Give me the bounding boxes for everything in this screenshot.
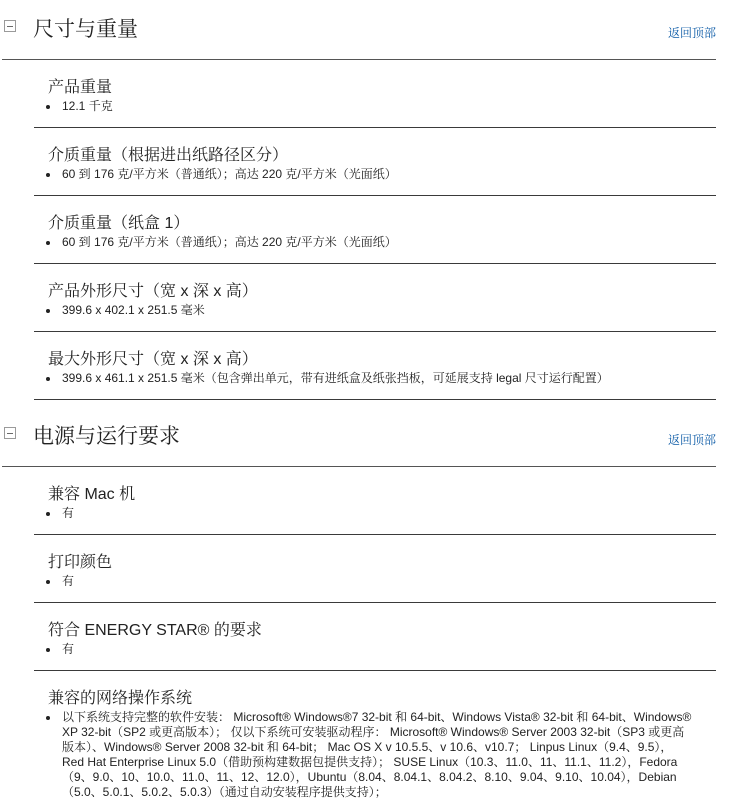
- spec-item-network-os: [34, 671, 716, 807]
- spec-item-media-weight-tray1: [34, 196, 716, 264]
- bullet-icon: [46, 580, 50, 584]
- spec-item-max-dimensions: [34, 332, 716, 400]
- spec-label: 打印颜色: [48, 554, 113, 571]
- bullet-icon: [46, 309, 50, 313]
- section-power-operating: [0, 407, 750, 807]
- spec-value: 399.6 x 461.1 x 251.5 毫米（包含弹出单元，带有进纸盒及纸张挡板，可延展支持 legal 尺寸运行配置）: [62, 371, 609, 386]
- spec-label: 最大外形尺寸（宽 x 深 x 高）: [48, 351, 258, 368]
- collapse-toggle-icon[interactable]: [4, 20, 16, 32]
- bullet-icon: [46, 648, 50, 652]
- spec-value: 12.1 千克: [62, 99, 113, 114]
- back-to-top-link[interactable]: 返回顶部: [667, 26, 716, 40]
- bullet-icon: [46, 105, 50, 109]
- section-title: 电源与运行要求: [33, 425, 180, 448]
- section-title: 尺寸与重量: [33, 18, 138, 41]
- spec-label: 兼容的网络操作系统: [48, 690, 193, 707]
- bullet-icon: [46, 512, 50, 516]
- spec-value: 60 到 176 克/平方米（普通纸）；高达 220 克/平方米（光面纸）: [62, 235, 397, 250]
- spec-label: 产品重量: [48, 79, 113, 96]
- spec-label: 介质重量（根据进出纸路径区分）: [48, 147, 289, 164]
- bullet-icon: [46, 173, 50, 177]
- spec-item-product-dimensions: [34, 264, 716, 332]
- section-dimensions-weight: [0, 0, 750, 400]
- spec-value: 399.6 x 402.1 x 251.5 毫米: [62, 303, 205, 318]
- spec-item-print-color: [34, 535, 716, 603]
- spec-label: 符合 ENERGY STAR® 的要求: [48, 622, 262, 639]
- bullet-icon: [46, 377, 50, 381]
- spec-value: 有: [62, 642, 74, 657]
- spec-value: 有: [62, 506, 74, 521]
- spec-value: 60 到 176 克/平方米（普通纸）；高达 220 克/平方米（光面纸）: [62, 167, 397, 182]
- bullet-icon: [46, 241, 50, 245]
- spec-label: 介质重量（纸盒 1）: [48, 215, 190, 232]
- spec-value: 有: [62, 574, 74, 589]
- back-to-top-link[interactable]: 返回顶部: [667, 433, 716, 447]
- spec-value: 以下系统支持完整的软件安装： Microsoft® Windows®7 32-bit 和 64-bit、Windows Vista® 32-bit 和 64-bit、Windows® XP 32-bit（SP2 或更高版本）； 仅以下系统可安装驱动程序： Microsoft® Windows® Server 2003 32-bit（SP3 或更高版本）、Windows® Server 2008 32-bit 和 64-bit； Mac OS X v 10.5.5、v 10.6、v10.7； Linpus Linux（9.4、9.5），Red Hat Enterprise Linux 5.0（借助预构建数据包提供支持）； SUSE Linux（10.3、11.0、11、11.1、11.2），Fedora（9、9.0、10、10.0、11.0、11、12、12.0），Ubuntu（8.04、8.04.1、8.04.2、8.10、9.04、9.10、10.04），Debian（5.0、5.0.1、5.0.2、5.0.3）（通过自动安装程序提供支持）；: [62, 710, 692, 800]
- spec-item-mac-compatible: [34, 467, 716, 535]
- collapse-toggle-icon[interactable]: [4, 427, 16, 439]
- spec-item-media-weight-path: [34, 128, 716, 196]
- spec-item-energy-star: [34, 603, 716, 671]
- spec-item-product-weight: [34, 60, 716, 128]
- bullet-icon: [46, 716, 50, 720]
- spec-label: 兼容 Mac 机: [48, 486, 136, 503]
- item-divider: [34, 399, 716, 400]
- spec-label: 产品外形尺寸（宽 x 深 x 高）: [48, 283, 258, 300]
